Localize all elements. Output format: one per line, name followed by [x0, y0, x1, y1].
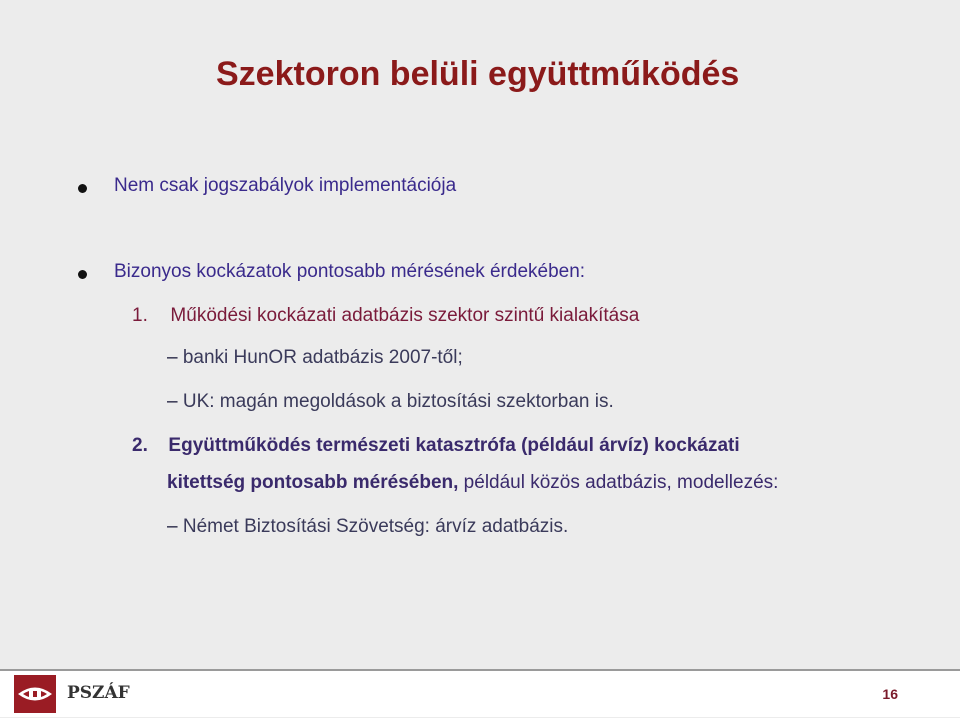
pszaf-logo-icon [14, 675, 56, 713]
item-text-rest: például közös adatbázis, modellezés: [458, 472, 779, 493]
numbered-item-1 [132, 305, 639, 327]
numbered-item-2-continuation [167, 472, 778, 494]
numbered-item-2 [132, 435, 740, 457]
slide-title: Szektoron belüli együttműködés [216, 55, 740, 93]
dash-marker: – [167, 347, 178, 368]
bullet-dot-icon [78, 184, 87, 193]
item-number: 1. [132, 305, 148, 326]
bullet-item: Nem csak jogszabályok implementációja [114, 175, 457, 196]
sub-item-text: UK: magán megoldások a biztosítási szektorban is. [182, 391, 614, 412]
footer-bar [0, 669, 960, 717]
sub-item [167, 347, 463, 369]
page-number: 16 [882, 686, 898, 702]
sub-item-text: banki HunOR adatbázis 2007-től; [182, 347, 463, 368]
bullet-item: Bizonyos kockázatok pontosabb mérésének érdekében: [114, 261, 586, 282]
footer-divider [0, 669, 960, 671]
item-text: Együttműködés természeti katasztrófa (például árvíz) kockázati [168, 435, 740, 456]
dash-marker: – [167, 516, 178, 537]
sub-item-text: Német Biztosítási Szövetség: árvíz adatbázis. [182, 516, 569, 537]
dash-marker: – [167, 391, 178, 412]
item-text-bold: kitettség pontosabb mérésében, [167, 472, 459, 493]
sub-item [167, 516, 568, 538]
sub-item [167, 391, 614, 413]
brand-name: PSZÁF [67, 683, 130, 703]
item-text: Működési kockázati adatbázis szektor szintű kialakítása [170, 305, 640, 326]
item-number: 2. [132, 435, 148, 456]
bullet-dot-icon [78, 270, 87, 279]
